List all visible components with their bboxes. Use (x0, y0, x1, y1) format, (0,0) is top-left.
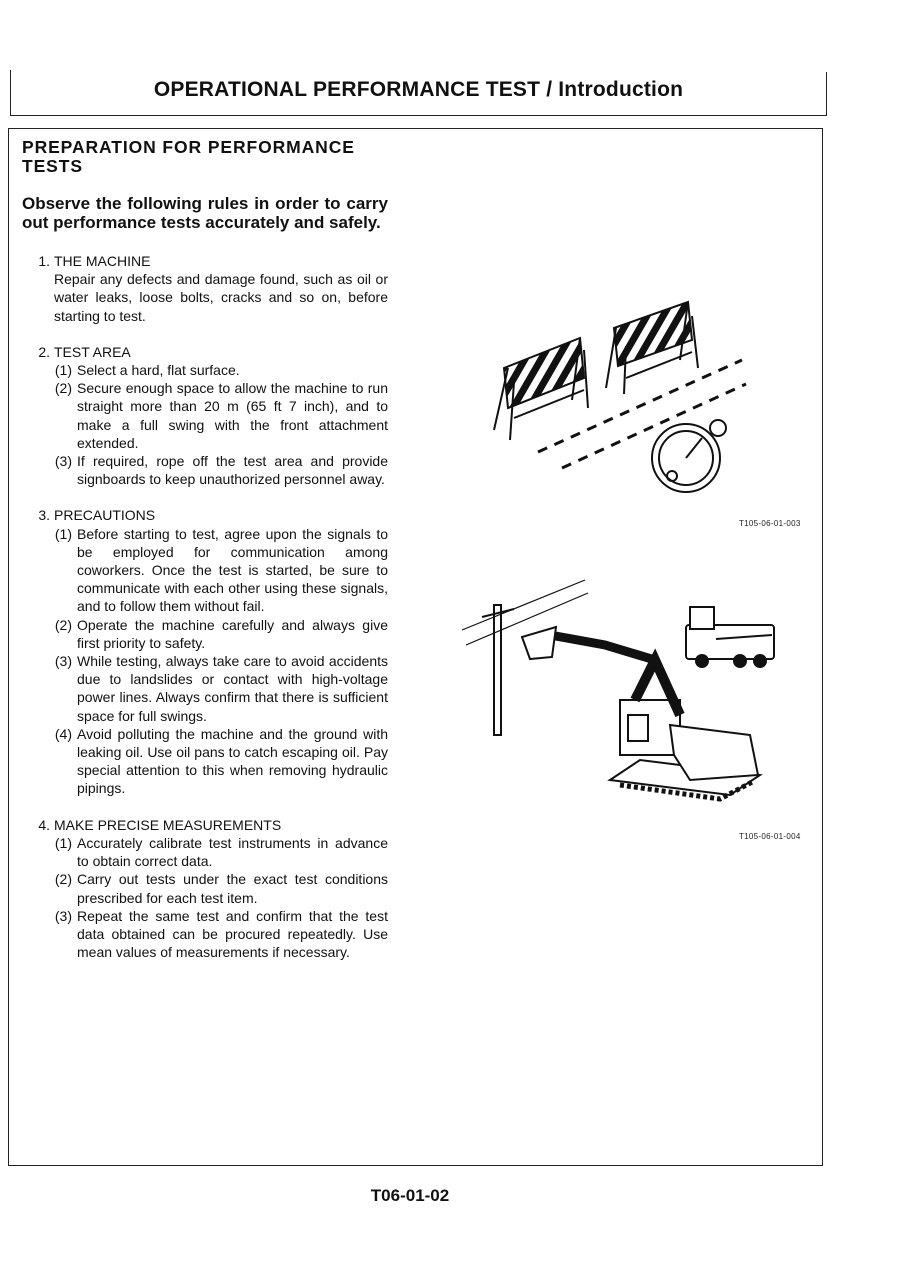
sub-item (22, 452, 388, 488)
barricades-stopwatch-illustration (480, 290, 770, 505)
sub-item (22, 652, 388, 725)
item-title: MAKE PRECISE MEASUREMENTS (54, 816, 282, 833)
barricade-icon (494, 338, 588, 440)
sub-item-number: (3) (54, 653, 72, 670)
sub-item-text: Select a hard, flat surface. (77, 362, 240, 379)
sub-item-number: (2) (54, 871, 72, 888)
sub-item-text: Before starting to test, agree upon the signals to be employed for communication among coworkers. Once the test is started, be sure to communicate with each other using these signals, and to follow them without fail. (77, 525, 388, 615)
item-title: TEST AREA (54, 343, 131, 360)
page-number: T06-01-02 (370, 1186, 450, 1205)
item-title: THE MACHINE (54, 253, 151, 269)
sub-item-number: (2) (54, 380, 72, 397)
sub-item (22, 834, 388, 870)
sub-item-number: (3) (54, 907, 72, 924)
sub-item-text: Accurately calibrate test instruments in advance to obtain correct data. (77, 834, 388, 870)
sub-item-number: (4) (54, 725, 72, 742)
sub-item-number: (1) (54, 362, 72, 379)
section-lead: Observe the following rules in order to carry out performance tests accurately and safely. (22, 194, 388, 232)
power-line-icon (462, 580, 588, 735)
sub-item (22, 907, 388, 962)
item-title: PRECAUTIONS (54, 507, 156, 524)
header-divider (10, 115, 827, 116)
sub-item (22, 725, 388, 798)
sub-item (22, 525, 388, 616)
sub-item-number: (3) (54, 453, 72, 470)
item-number: 4. (38, 816, 50, 833)
item-number: 2. (38, 343, 50, 360)
sub-item (22, 379, 388, 452)
sub-item-number: (1) (54, 834, 72, 851)
sub-item (22, 616, 388, 652)
section-title: PREPARATION FOR PERFORMANCE TESTS (22, 137, 355, 176)
sub-item-text: Avoid polluting the machine and the ground with leaking oil. Use oil pans to catch escaping oil. Pay special attention to this when removing hydraulic pipings. (77, 725, 388, 797)
page-title: OPERATIONAL PERFORMANCE TEST / Introduction (153, 78, 684, 101)
sub-item (22, 361, 388, 379)
list-item-precautions (22, 506, 388, 797)
text-column (22, 138, 388, 979)
barricade-icon (606, 302, 698, 394)
item-body: Repair any defects and damage found, such as oil or water leaks, loose bolts, cracks and so on, before starting to test. (54, 271, 388, 324)
sub-item-text: If required, rope off the test area and provide signboards to keep unauthorized personnel away. (77, 453, 388, 488)
sub-item-number: (2) (54, 616, 72, 633)
excavator-powerline-illustration (460, 575, 790, 820)
list-item-test-area (22, 343, 388, 489)
item-number: 3. (38, 507, 50, 524)
sub-item (22, 870, 388, 906)
dump-truck-icon (686, 607, 774, 667)
figure-code: T105-06-01-004 (739, 832, 801, 841)
figure-code: T105-06-01-003 (739, 519, 801, 528)
list-item-machine (22, 252, 388, 325)
list-item-measurements (22, 816, 388, 962)
sub-item-text: Carry out tests under the exact test conditions prescribed for each test item. (77, 871, 388, 906)
sub-item-text: Operate the machine carefully and always give first priority to safety. (77, 616, 388, 651)
sub-item-text: Repeat the same test and confirm that the test data obtained can be procured repeatedly. Use mean values of measurements if necessary. (77, 907, 388, 961)
sub-item-number: (1) (54, 525, 72, 542)
item-number: 1. (38, 253, 50, 269)
stopwatch-icon (652, 420, 726, 492)
sub-item-text: Secure enough space to allow the machine to run straight more than 20 m (65 ft 7 inch), and to make a full swing with the front attachment extended. (77, 380, 388, 451)
sub-item-text: While testing, always take care to avoid accidents due to landslides or contact with high-voltage power lines. Always confirm that there is sufficient space for full swings. (77, 653, 388, 724)
